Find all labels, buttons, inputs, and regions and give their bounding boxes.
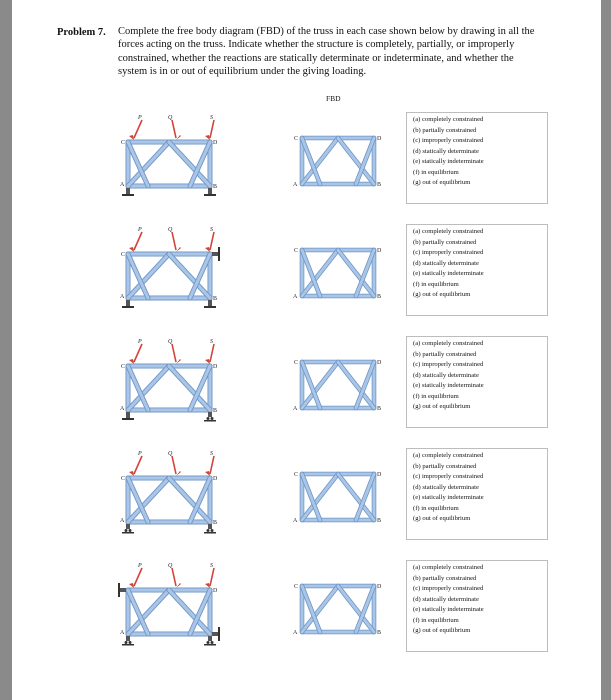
node-label: S (210, 451, 213, 457)
node-label: B (377, 630, 382, 636)
option-completely-constrained[interactable]: (a) completely constrained (413, 116, 484, 123)
node-label: A (120, 294, 125, 300)
node-label: P (138, 563, 142, 569)
fbd-member (338, 474, 374, 520)
truss-member (128, 254, 169, 298)
option-out-of-equilibrium[interactable]: (g) out of equilibrium (413, 291, 471, 298)
option-statically-determinate[interactable]: (d) statically determinate (413, 483, 479, 491)
node-label: D (377, 136, 382, 142)
node-label: C (121, 476, 126, 482)
options-box (406, 336, 548, 428)
load-arrow (210, 568, 214, 586)
load-arrowhead (205, 359, 210, 364)
option-improperly-constrained[interactable]: (c) improperly constrained (413, 137, 484, 144)
roller-wheel (211, 529, 214, 532)
problem-line: system is in or out of equilibrium under the giving loading. (118, 65, 367, 77)
fbd-drawing-area[interactable] (290, 114, 385, 202)
option-improperly-constrained[interactable]: (c) improperly constrained (413, 361, 484, 368)
problem-row (110, 332, 565, 434)
load-arrowhead (176, 247, 181, 252)
truss-figure (110, 332, 218, 434)
roller-wheel (211, 417, 214, 420)
truss-member (128, 590, 169, 634)
node-label: A (120, 630, 125, 636)
problem-label: Problem 7. (57, 27, 106, 38)
support-base (204, 532, 216, 534)
truss-figure (110, 556, 218, 658)
problem-line: forces acting on the truss. Indicate whether the structure is completely, partially, or improperly (118, 39, 515, 51)
load-arrow (210, 344, 214, 362)
roller-support (208, 412, 212, 417)
pin-support (208, 188, 212, 194)
options-box (406, 224, 548, 316)
option-partially-constrained[interactable]: (b) partially constrained (413, 462, 477, 470)
roller-wheel (207, 417, 210, 420)
truss-member (169, 142, 210, 186)
load-arrow (172, 456, 176, 474)
load-arrowhead (205, 583, 210, 588)
support-base (122, 194, 134, 196)
node-label: B (213, 296, 218, 302)
option-improperly-constrained[interactable]: (c) improperly constrained (413, 585, 484, 592)
node-label: P (138, 339, 142, 345)
option-statically-indeterminate[interactable]: (e) statically indeterminate (413, 606, 484, 613)
roller-wheel (207, 529, 210, 532)
node-label: D (213, 364, 218, 370)
truss-member (128, 366, 169, 410)
node-label: C (294, 136, 299, 142)
load-arrowhead (176, 135, 181, 140)
option-in-equilibrium[interactable]: (f) in equilibrium (413, 616, 459, 624)
support-base (122, 418, 134, 420)
option-partially-constrained[interactable]: (b) partially constrained (413, 238, 477, 246)
node-label: D (377, 472, 382, 478)
load-arrowhead (129, 471, 134, 476)
support-base (122, 306, 134, 308)
truss-member (169, 254, 210, 298)
load-arrowhead (176, 471, 181, 476)
option-out-of-equilibrium[interactable]: (g) out of equilibrium (413, 403, 471, 410)
truss-figure (110, 444, 218, 546)
option-in-equilibrium[interactable]: (f) in equilibrium (413, 280, 459, 288)
option-partially-constrained[interactable]: (b) partially constrained (413, 350, 477, 358)
option-improperly-constrained[interactable]: (c) improperly constrained (413, 249, 484, 256)
load-arrow (210, 456, 214, 474)
roller-support (126, 524, 130, 529)
load-arrow (210, 232, 214, 250)
node-label: A (120, 182, 125, 188)
roller-wheel (129, 529, 132, 532)
node-label: C (294, 360, 299, 366)
option-statically-indeterminate[interactable]: (e) statically indeterminate (413, 270, 484, 277)
option-completely-constrained[interactable]: (a) completely constrained (413, 228, 484, 235)
pin-support (126, 412, 130, 418)
load-arrow (134, 568, 142, 586)
node-label: P (138, 227, 142, 233)
option-in-equilibrium[interactable]: (f) in equilibrium (413, 392, 459, 400)
truss-figure (110, 108, 218, 210)
option-statically-indeterminate[interactable]: (e) statically indeterminate (413, 382, 484, 389)
node-label: A (120, 406, 125, 412)
node-label: Q (168, 115, 173, 121)
option-statically-determinate[interactable]: (d) statically determinate (413, 147, 479, 155)
truss-member (169, 366, 210, 410)
roller-support (208, 524, 212, 529)
pin-support (208, 300, 212, 306)
node-label: S (210, 563, 213, 569)
node-label: C (294, 248, 299, 254)
fbd-drawing-area[interactable] (290, 226, 385, 314)
node-label: B (213, 520, 218, 526)
truss-member (128, 142, 169, 186)
fbd-drawing-area[interactable] (290, 450, 385, 538)
roller-wheel (207, 641, 210, 644)
side-support (120, 588, 126, 592)
node-label: P (138, 451, 142, 457)
option-out-of-equilibrium[interactable]: (g) out of equilibrium (413, 515, 471, 522)
node-label: C (294, 584, 299, 590)
node-label: D (213, 140, 218, 146)
node-label: Q (168, 227, 173, 233)
fbd-member (338, 586, 374, 632)
node-label: D (377, 360, 382, 366)
option-in-equilibrium[interactable]: (f) in equilibrium (413, 168, 459, 176)
node-label: A (293, 182, 298, 188)
node-label: Q (168, 451, 173, 457)
node-label: S (210, 115, 213, 121)
fbd-member (302, 586, 338, 632)
node-label: C (121, 364, 126, 370)
option-completely-constrained[interactable]: (a) completely constrained (413, 340, 484, 347)
load-arrowhead (205, 135, 210, 140)
node-label: A (293, 630, 298, 636)
problem-line: Complete the free body diagram (FBD) of the truss in each case shown below by drawing in all the (118, 26, 535, 37)
options-box (406, 448, 548, 540)
truss-figure (110, 220, 218, 322)
node-label: C (121, 140, 126, 146)
node-label: D (213, 588, 218, 594)
fbd-member (338, 138, 374, 184)
support-base (204, 306, 216, 308)
problem-row (110, 556, 565, 658)
load-arrow (172, 120, 176, 138)
load-arrow (210, 120, 214, 138)
support-base (122, 532, 134, 534)
problem-row (110, 220, 565, 322)
option-statically-determinate[interactable]: (d) statically determinate (413, 371, 479, 379)
node-label: S (210, 227, 213, 233)
load-arrow (172, 232, 176, 250)
support-base (204, 420, 216, 422)
node-label: S (210, 339, 213, 345)
roller-wheel (129, 641, 132, 644)
pin-support (126, 300, 130, 306)
option-statically-determinate[interactable]: (d) statically determinate (413, 595, 479, 603)
option-statically-indeterminate[interactable]: (e) statically indeterminate (413, 158, 484, 165)
roller-wheel (211, 641, 214, 644)
page-edge-right (601, 0, 611, 700)
node-label: D (377, 584, 382, 590)
node-label: Q (168, 563, 173, 569)
node-label: B (377, 294, 382, 300)
load-arrow (134, 232, 142, 250)
load-arrowhead (176, 359, 181, 364)
node-label: C (294, 472, 299, 478)
node-label: B (213, 184, 218, 190)
option-out-of-equilibrium[interactable]: (g) out of equilibrium (413, 179, 471, 186)
support-wall (218, 627, 220, 641)
node-label: A (120, 518, 125, 524)
option-completely-constrained[interactable]: (a) completely constrained (413, 564, 484, 571)
roller-wheel (125, 529, 128, 532)
support-wall (218, 247, 220, 261)
side-support (212, 632, 218, 636)
load-arrow (134, 456, 142, 474)
node-label: A (293, 406, 298, 412)
page-edge-left (0, 0, 12, 700)
fbd-heading: FBD (326, 94, 341, 103)
node-label: P (138, 115, 142, 121)
node-label: Q (168, 339, 173, 345)
option-completely-constrained[interactable]: (a) completely constrained (413, 452, 484, 459)
side-support (212, 252, 218, 256)
node-label: D (213, 476, 218, 482)
node-label: B (377, 406, 382, 412)
option-in-equilibrium[interactable]: (f) in equilibrium (413, 504, 459, 512)
load-arrow (172, 344, 176, 362)
fbd-member (302, 138, 338, 184)
load-arrowhead (129, 359, 134, 364)
roller-support (208, 636, 212, 641)
node-label: D (377, 248, 382, 254)
load-arrowhead (205, 471, 210, 476)
load-arrowhead (129, 583, 134, 588)
option-partially-constrained[interactable]: (b) partially constrained (413, 126, 477, 134)
options-box (406, 560, 548, 652)
problem-statement (118, 25, 558, 78)
fbd-member (302, 250, 338, 296)
load-arrow (134, 344, 142, 362)
pin-support (126, 188, 130, 194)
load-arrowhead (129, 247, 134, 252)
roller-wheel (125, 641, 128, 644)
fbd-member (302, 362, 338, 408)
fbd-member (338, 250, 374, 296)
node-label: C (121, 252, 126, 258)
node-label: B (377, 182, 382, 188)
load-arrow (134, 120, 142, 138)
option-out-of-equilibrium[interactable]: (g) out of equilibrium (413, 627, 471, 634)
load-arrowhead (129, 135, 134, 140)
load-arrowhead (176, 583, 181, 588)
option-partially-constrained[interactable]: (b) partially constrained (413, 574, 477, 582)
option-statically-indeterminate[interactable]: (e) statically indeterminate (413, 494, 484, 501)
load-arrow (172, 568, 176, 586)
node-label: B (377, 518, 382, 524)
node-label: A (293, 518, 298, 524)
support-base (204, 644, 216, 646)
roller-support (126, 636, 130, 641)
options-box (406, 112, 548, 204)
node-label: A (293, 294, 298, 300)
problem-line: constrained, whether the reactions are statically determinate or indeterminate, and whether the (118, 52, 514, 64)
fbd-drawing-area[interactable] (290, 338, 385, 426)
fbd-drawing-area[interactable] (290, 562, 385, 650)
truss-member (169, 478, 210, 522)
node-label: B (213, 408, 218, 414)
truss-member (128, 478, 169, 522)
problem-row (110, 108, 565, 210)
support-base (204, 194, 216, 196)
fbd-member (338, 362, 374, 408)
load-arrowhead (205, 247, 210, 252)
problem-row (110, 444, 565, 546)
support-wall (118, 583, 120, 597)
support-base (122, 644, 134, 646)
fbd-member (302, 474, 338, 520)
truss-member (169, 590, 210, 634)
option-improperly-constrained[interactable]: (c) improperly constrained (413, 473, 484, 480)
option-statically-determinate[interactable]: (d) statically determinate (413, 259, 479, 267)
